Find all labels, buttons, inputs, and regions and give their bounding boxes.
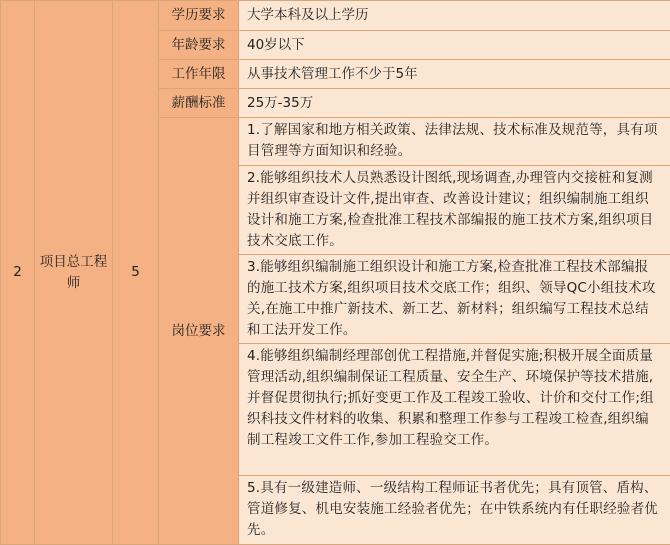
duty-item — [239, 476, 670, 545]
duty-item — [239, 118, 670, 166]
duty-item-text: 2.能够组织技术人员熟悉设计图纸,现场调查,办理管内交接桩和复测并组织审查设计文件,提出审查、改善设计建议；组织编制施工组织设计和施工方案,检查批准工程技术部编报的施工技术方案,组织项目技术交底工作。 — [247, 168, 662, 252]
duty-item — [239, 344, 670, 476]
job-count: 5 — [113, 1, 159, 545]
requirement-value-education: 大学本科及以上学历 — [239, 1, 670, 31]
row-education — [1, 1, 670, 31]
requirement-value-salary: 25万-35万 — [239, 89, 670, 118]
job-title: 项目总工程师 — [35, 1, 113, 545]
duty-item-text: 3.能够组织编制施工组织设计和施工方案,检查批准工程技术部编报的施工技术方案,组织项目技术交底工作；组织、领导QC小组技术攻关,在施工中推广新技术、新工艺、新材料；组织编写工程技术总结和工法开发工作。 — [247, 257, 662, 341]
duty-item-text: 1.了解国家和地方相关政策、法律法规、技术标准及规范等，具有项目管理等方面知识和经验。 — [247, 120, 662, 162]
duty-item — [239, 255, 670, 344]
duties-label: 岗位要求 — [159, 118, 239, 545]
requirement-value-experience: 从事技术管理工作不少于5年 — [239, 60, 670, 89]
duty-item — [239, 166, 670, 255]
duty-item-text: 4.能够组织编制经理部创优工程措施,并督促实施;积极开展全面质量管理活动,组织编制保证工程质量、安全生产、环境保护等技术措施,并督促贯彻执行;抓好变更工作及工程竣工验收、计价和交付工作;组织科技文件材料的收集、积累和整理工作参与工程竣工检查,组织编制工程竣工文件工作,参加工程验交工作。 — [247, 346, 662, 451]
requirement-value-age: 40岁以下 — [239, 31, 670, 60]
job-index: 2 — [1, 1, 35, 545]
requirement-label-experience: 工作年限 — [159, 60, 239, 89]
requirement-label-salary: 薪酬标准 — [159, 89, 239, 118]
requirement-label-education: 学历要求 — [159, 1, 239, 31]
duty-item-text: 5.具有一级建造师、一级结构工程师证书者优先；具有顶管、盾构、管道修复、机电安装施工经验者优先；在中铁系统内有任职经验者优先。 — [247, 478, 662, 541]
requirement-label-age: 年龄要求 — [159, 31, 239, 60]
